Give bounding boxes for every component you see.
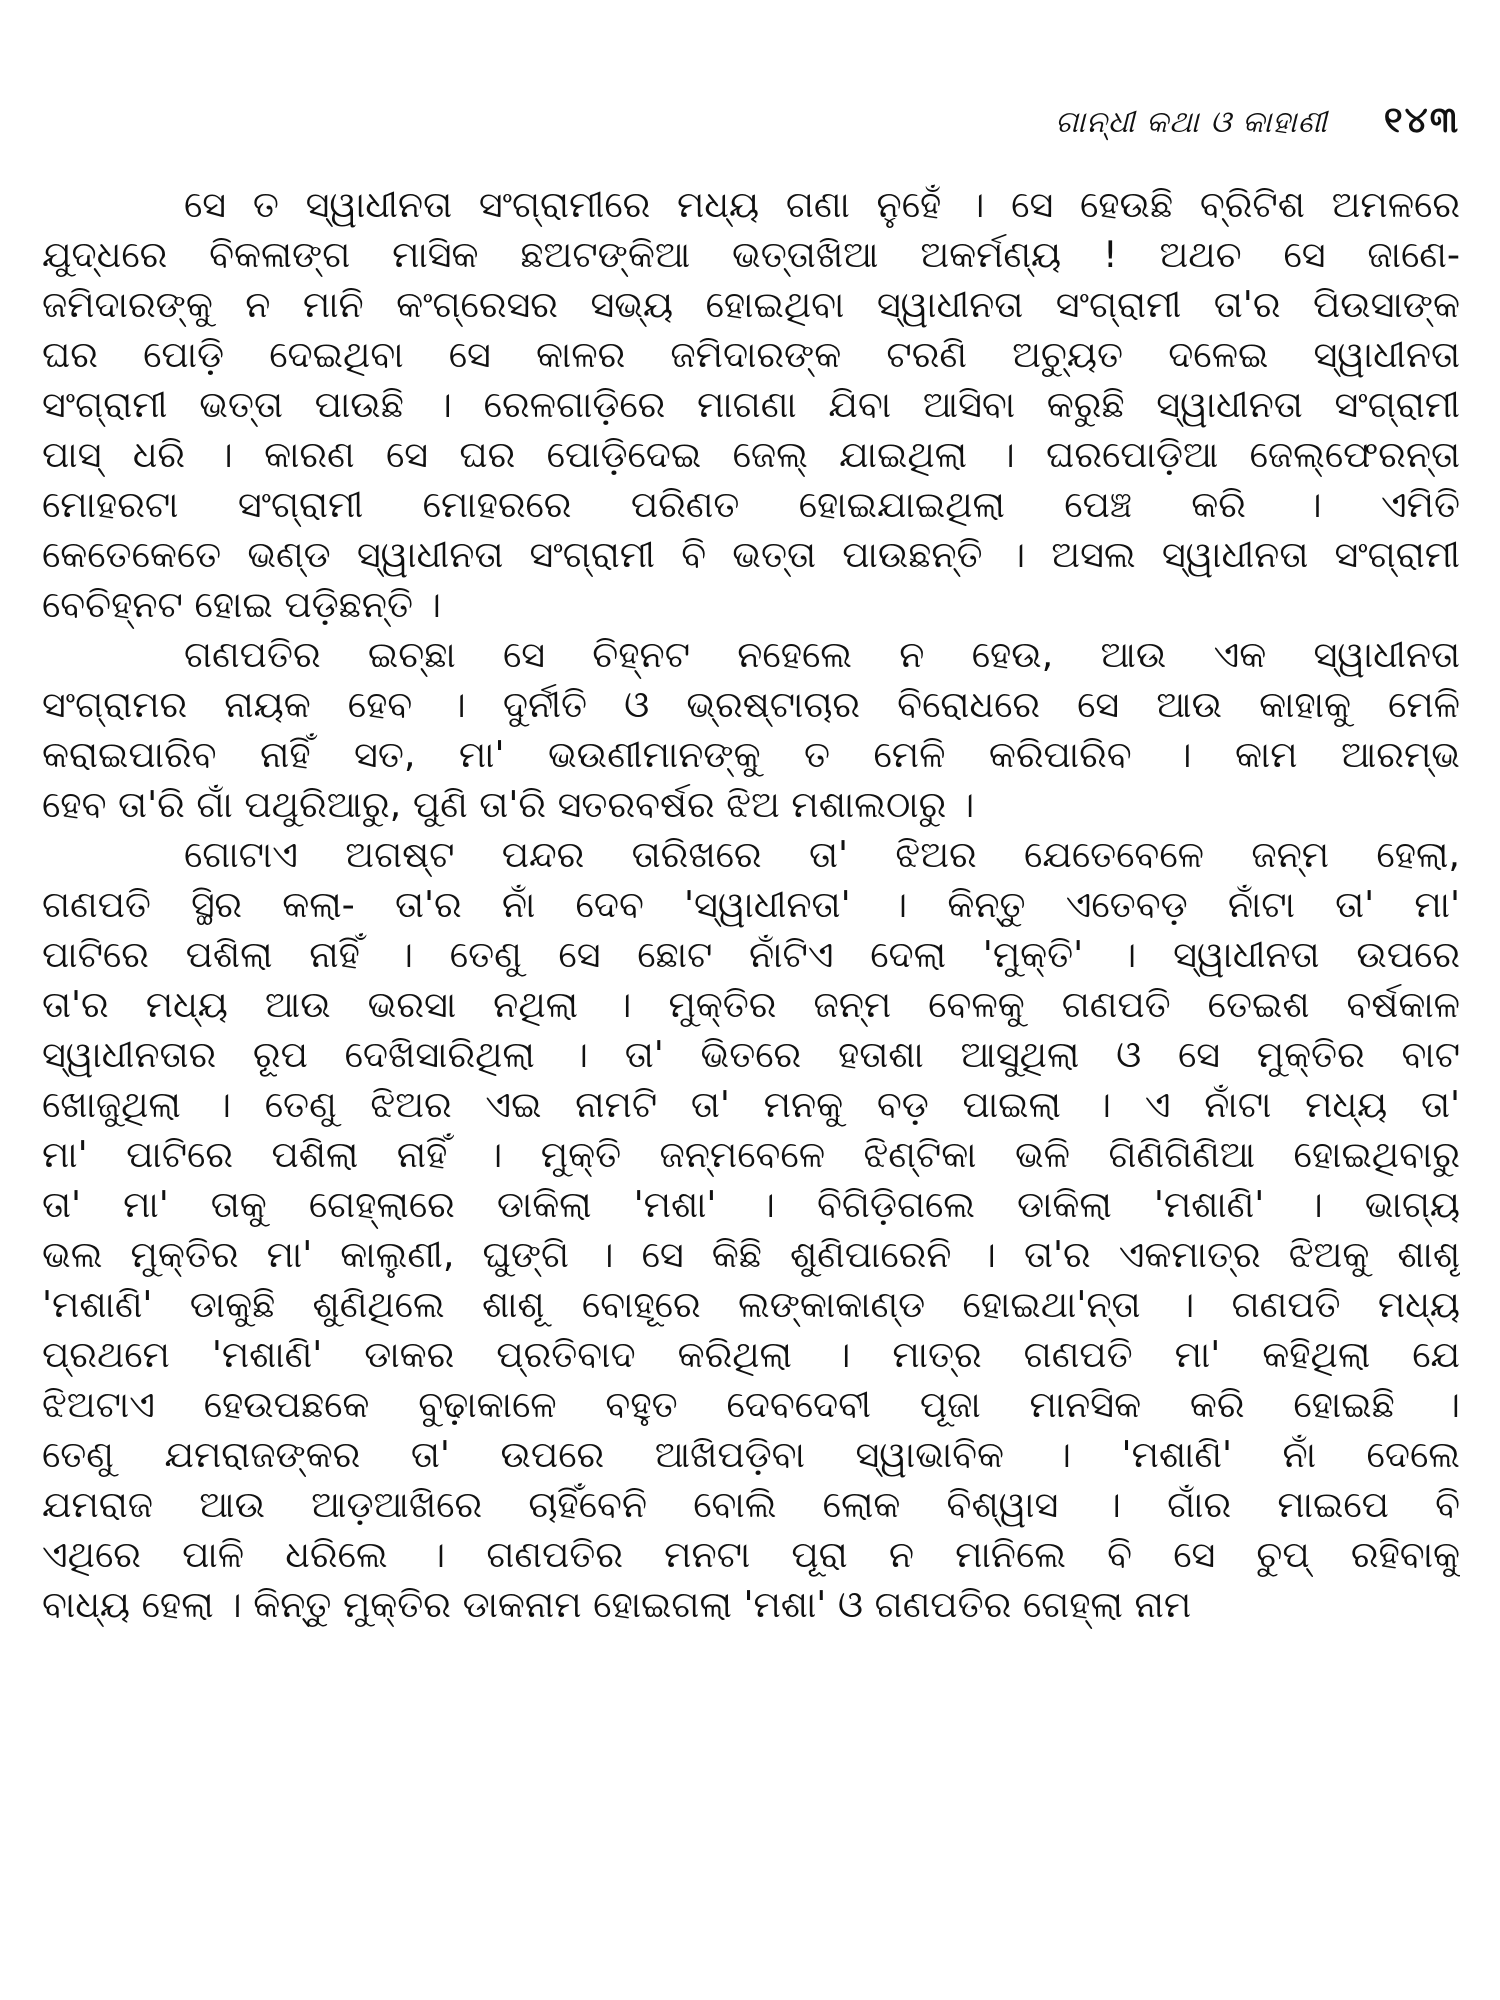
text-line: ମୋହରଟା ସଂଗ୍ରାମୀ ମୋହରରେ ପରିଣତ ହୋଇଯାଇଥିଲା ପେଞ୍ଚ କରି । ଏମିତି [42,483,1460,526]
text-line: ଝିଅଟାଏ ହେଉପଛକେ ବୁଢ଼ାକାଳେ ବହୁତ ଦେବଦେବୀ ପୂଜା ମାନସିକ କରି ହୋଇଛି । [42,1383,1460,1426]
running-title: ଗାନ୍ଧୀ କଥା ଓ କାହାଣୀ [1055,105,1328,140]
text-line: ଖୋଜୁଥିଲା । ତେଣୁ ଝିଅର ଏଇ ନାମଟି ତା' ମନକୁ ବଡ଼ ପାଇଲା । ଏ ନାଁଟା ମଧ୍ୟ ତା' [42,1083,1460,1126]
text-line: କେତେକେତେ ଭଣ୍ଡ ସ୍ୱାଧୀନତା ସଂଗ୍ରାମୀ ବି ଭତ୍ତା ପାଉଛନ୍ତି । ଅସଲ ସ୍ୱାଧୀନତା ସଂଗ୍ରାମୀ [42,533,1460,576]
text-line: ସ୍ୱାଧୀନତାର ରୂପ ଦେଖିସାରିଥିଲା । ତା' ଭିତରେ ହତାଶା ଆସୁଥିଲା ଓ ସେ ମୁକ୍ତିର ବାଟ [42,1033,1460,1076]
text-line: ଗଣପତି ସ୍ଥିର କଲା- ତା'ର ନାଁ ଦେବ 'ସ୍ୱାଧୀନତା' । କିନ୍ତୁ ଏତେବଡ଼ ନାଁଟା ତା' ମା' [42,883,1460,926]
text-line: କରାଇପାରିବ ନାହିଁ ସତ, ମା' ଭଉଣୀମାନଙ୍କୁ ତ ମେଳି କରିପାରିବ । କାମ ଆରମ୍ଭ [42,733,1460,776]
text-line: ପାଟିରେ ପଶିଲା ନାହିଁ । ତେଣୁ ସେ ଛୋଟ ନାଁଟିଏ ଦେଲା 'ମୁକ୍ତି' । ସ୍ୱାଧୀନତା ଉପରେ [42,933,1460,976]
text-line: ପ୍ରଥମେ 'ମଶାଣି' ଡାକର ପ୍ରତିବାଦ କରିଥିଲା । ମାତ୍ର ଗଣପତି ମା' କହିଥିଲା ଯେ [42,1333,1460,1376]
text-line: ବାଧ୍ୟ ହେଲା । କିନ୍ତୁ ମୁକ୍ତିର ଡାକନାମ ହୋଇଗଲା 'ମଶା' ଓ ଗଣପତିର ଗେହ୍ଲା ନାମ [42,1583,1192,1626]
paragraph-container [42,180,1460,1630]
paragraph [42,830,1460,1630]
text-line: ଘର ପୋଡ଼ି ଦେଇଥିବା ସେ କାଳର ଜମିଦାରଙ୍କ ଟରଣି ଅଚ୍ୟୁତ ଦଳେଇ ସ୍ୱାଧୀନତା [42,333,1460,376]
text-line: ସଂଗ୍ରାମର ନାୟକ ହେବ । ଦୁର୍ନୀତି ଓ ଭ୍ରଷ୍ଟାଚାର ବିରୋଧରେ ସେ ଆଉ କାହାକୁ ମେଳି [42,683,1460,726]
text-line: ତେଣୁ ଯମରାଜଙ୍କର ତା' ଉପରେ ଆଖିପଡ଼ିବା ସ୍ୱାଭାବିକ । 'ମଶାଣି' ନାଁ ଦେଲେ [42,1433,1460,1476]
text-line: ଜମିଦାରଙ୍କୁ ନ ମାନି କଂଗ୍ରେସର ସଭ୍ୟ ହୋଇଥିବା ସ୍ୱାଧୀନତା ସଂଗ୍ରାମୀ ତା'ର ପିଉସାଙ୍କ [42,283,1460,326]
text-line: ଗୋଟାଏ ଅଗଷ୍ଟ ପନ୍ଦର ତାରିଖରେ ତା' ଝିଅର ଯେତେବେଳେ ଜନ୍ମ ହେଲା, [184,833,1460,876]
text-line: ସେ ତ ସ୍ୱାଧୀନତା ସଂଗ୍ରାମୀରେ ମଧ୍ୟ ଗଣା ନୁହେଁ । ସେ ହେଉଛି ବ୍ରିଟିଶ ଅମଳରେ [184,183,1460,226]
text-line: ପାସ୍ ଧରି । କାରଣ ସେ ଘର ପୋଡ଼ିଦେଇ ଜେଲ୍ ଯାଇଥିଲା । ଘରପୋଡ଼ିଆ ଜେଲ୍‌ଫେରନ୍ତା [42,433,1460,476]
page-number: ୧୪୩ [1383,100,1460,141]
text-line: ତା' ମା' ତାକୁ ଗେହ୍ଲାରେ ଡାକିଲା 'ମଶା' । ବିଗିଡ଼ିଗଲେ ଡାକିଲା 'ମଶାଣି' । ଭାଗ୍ୟ [42,1183,1460,1226]
paragraph [42,630,1460,830]
text-line: ତା'ର ମଧ୍ୟ ଆଉ ଭରସା ନଥିଲା । ମୁକ୍ତିର ଜନ୍ମ ବେଳକୁ ଗଣପତି ତେଇଶ ବର୍ଷକାଳ [42,983,1460,1026]
paragraph [42,180,1460,630]
text-line: ସଂଗ୍ରାମୀ ଭତ୍ତା ପାଉଛି । ରେଳଗାଡ଼ିରେ ମାଗଣା ଯିବା ଆସିବା କରୁଛି ସ୍ୱାଧୀନତା ସଂଗ୍ରାମୀ [42,383,1460,426]
text-line: ଯୁଦ୍ଧରେ ବିକଳାଙ୍ଗ ମାସିକ ଛଅଟଙ୍କିଆ ଭତ୍ତାଖିଆ ଅକର୍ମଣ୍ୟ ! ଅଥଚ ସେ ଜାଣେ- [42,233,1460,276]
running-header [1055,100,1460,142]
text-line: ବେଚିହ୍ନଟ ହୋଇ ପଡ଼ିଛନ୍ତି । [42,583,442,626]
text-line: ହେବ ତା'ରି ଗାଁ ପଥୁରିଆରୁ, ପୁଣି ତା'ରି ସତରବର୍ଷର ଝିଅ ମଶାଲଠାରୁ । [42,783,975,826]
text-line: ଭଲ ମୁକ୍ତିର ମା' କାଲୁଣୀ, ଘୁଙ୍ଗି । ସେ କିଛି ଶୁଣିପାରେନି । ତା'ର ଏକମାତ୍ର ଝିଅକୁ ଶାଶୂ [42,1233,1460,1276]
body-text [42,180,1460,1630]
text-line: ଗଣପତିର ଇଚ୍ଛା ସେ ଚିହ୍ନଟ ନହେଲେ ନ ହେଉ, ଆଉ ଏକ ସ୍ୱାଧୀନତା [184,633,1460,676]
text-line: 'ମଶାଣି' ଡାକୁଛି ଶୁଣିଥିଲେ ଶାଶୂ ବୋହୂରେ ଲଙ୍କାକାଣ୍ଡ ହୋଇଥା'ନ୍ତା । ଗଣପତି ମଧ୍ୟ [42,1283,1460,1326]
text-line: ଯମରାଜ ଆଉ ଆଡ଼ଆଖିରେ ଚାହିଁବେନି ବୋଲି ଲୋକ ବିଶ୍ୱାସ । ଗାଁର ମାଇପେ ବି [42,1483,1460,1526]
text-line: ମା' ପାଟିରେ ପଶିଲା ନାହିଁ । ମୁକ୍ତି ଜନ୍ମବେଳେ ଝିଣ୍ଟିକା ଭଳି ଗିଣିଗିଣିଆ ହୋଇଥିବାରୁ [42,1133,1460,1176]
text-line: ଏଥିରେ ପାଳି ଧରିଲେ । ଗଣପତିର ମନଟା ପୂରା ନ ମାନିଲେ ବି ସେ ଚୁପ୍ ରହିବାକୁ [42,1533,1460,1576]
